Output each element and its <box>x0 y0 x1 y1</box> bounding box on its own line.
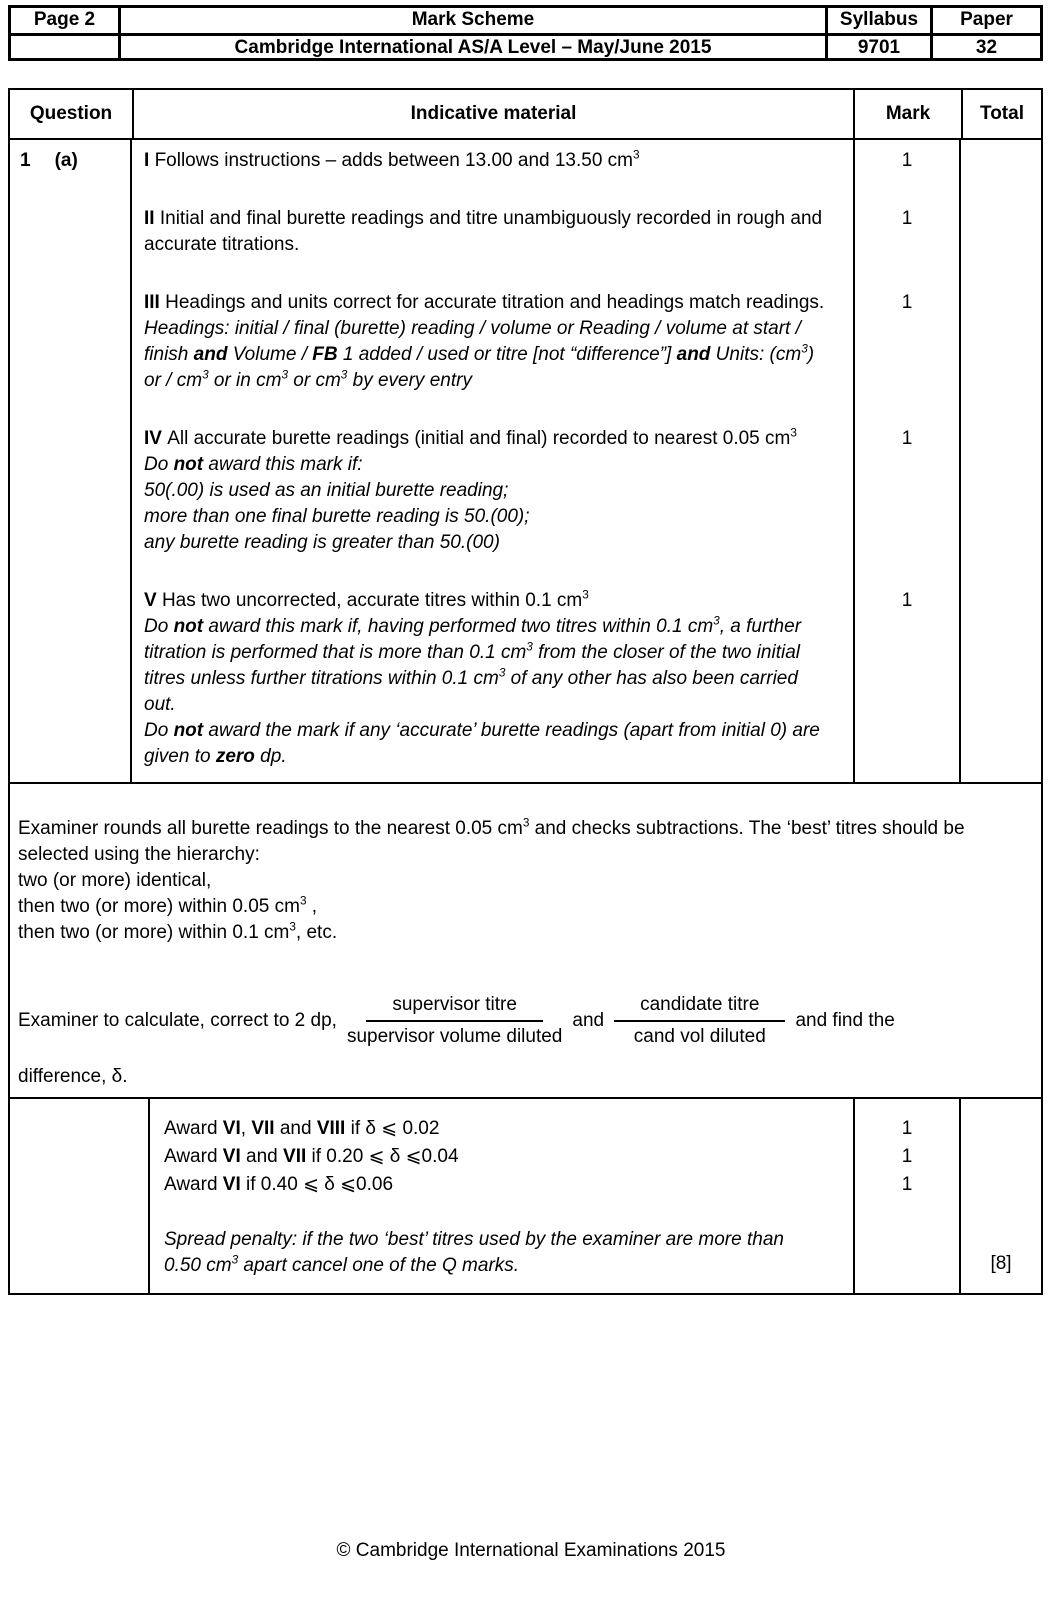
indicative-item-line: 50(.00) is used as an initial burette reading; <box>144 480 509 501</box>
paper-value: 32 <box>930 33 1040 58</box>
indicative-item <box>132 198 853 282</box>
award-criteria-text <box>150 1099 853 1293</box>
indicative-item-line: Do not award the mark if any ‘accurate’ burette readings (apart from initial 0) are given to zero dp. <box>144 720 820 767</box>
examiner-note-line: two (or more) identical, <box>18 870 212 891</box>
indicative-item-line: IV All accurate burette readings (initial and final) recorded to nearest 0.05 $cm^3$ <box>144 426 797 449</box>
award-line: Award VI, VII and VIII if δ ⩽ 0.02 <box>164 1118 440 1139</box>
examiner-note-line: then two (or more) within 0.1 $cm^3$, etc. <box>18 920 338 943</box>
question-1a-row <box>10 138 1041 782</box>
total-marks-badge: [8] <box>990 1253 1012 1274</box>
paper-label: Paper <box>930 8 1040 33</box>
fraction-candidate-denominator: cand vol diluted <box>633 1026 766 1047</box>
page-header-table <box>8 5 1043 61</box>
examiner-note-line: Examiner rounds all burette readings to the nearest 0.05 $cm^3$ and checks subtractions. The ‘best’ titres should be selected using the hierarchy: <box>18 816 965 865</box>
indicative-item-line: Headings: initial / final (burette) reading / volume or Reading / volume at start / finish and Volume / FB 1 added / used or titre [not “difference”] and Units: $(cm^3)$ or / $cm^3$ or in $cm^3$ or $cm^3$ by every entry <box>144 318 815 391</box>
fraction-supervisor-numerator: supervisor titre <box>366 992 543 1022</box>
award-mark-value: 1 <box>901 1174 913 1195</box>
question-number: 1 <box>20 150 31 171</box>
question-cell <box>10 140 132 782</box>
document-title: Mark Scheme <box>118 8 825 33</box>
syllabus-value: 9701 <box>825 33 930 58</box>
examiner-formula <box>18 992 1031 1050</box>
question-part: (a) <box>54 150 78 171</box>
mark-value: 1 <box>853 580 961 782</box>
fraction-candidate-numerator: candidate titre <box>614 992 785 1022</box>
indicative-item-line: Do not award this mark if, having performed two titres within 0.1 $cm^3$, a further titration is performed that is more than 0.1 $cm^3$ from the closer of the two initial titres unless further titrations within 0.1 $cm^3$ of any other has also been carried out. <box>144 614 802 715</box>
page-number: Page 2 <box>33 9 96 30</box>
indicative-item <box>132 418 853 580</box>
award-mark-value: 1 <box>901 1146 913 1167</box>
indicative-item-line: I Follows instructions – adds between 13.00 and 13.50 $cm^3$ <box>144 148 640 171</box>
formula-suffix: and find the <box>795 1010 895 1031</box>
formula-connector: and <box>572 1010 605 1031</box>
indicative-item-line: Do not award this mark if: <box>144 454 363 475</box>
indicative-item <box>132 140 853 198</box>
spread-penalty-note <box>164 1227 814 1279</box>
mark-scheme-table <box>8 88 1043 1295</box>
award-criteria-row <box>10 1097 1041 1293</box>
award-lines <box>164 1115 833 1199</box>
fraction-supervisor-denominator: supervisor volume diluted <box>346 1026 563 1047</box>
indicative-item-line: V Has two uncorrected, accurate titres within 0.1 $cm^3$ <box>144 588 589 611</box>
syllabus-label: Syllabus <box>825 8 930 33</box>
mark-value: 1 <box>853 140 961 198</box>
indicative-item <box>132 282 853 418</box>
examiner-hierarchy-notes <box>18 816 1031 946</box>
copyright-footer: © Cambridge International Examinations 2015 <box>336 1540 726 1561</box>
award-line: Award VI and VII if 0.20 ⩽ δ ⩽0.04 <box>164 1146 459 1167</box>
fraction-supervisor <box>347 992 562 1050</box>
award-question-cell-empty <box>10 1099 150 1293</box>
column-header-indicative-material: Indicative material <box>132 90 853 138</box>
mark-value: 1 <box>853 418 961 580</box>
formula-prefix: Examiner to calculate, correct to 2 dp, <box>18 1010 337 1031</box>
fraction-candidate <box>614 992 785 1050</box>
spread-penalty-line: Spread penalty: if the two ‘best’ titres used by the examiner are more than 0.50 $cm^3$ apart cancel one of the Q marks. <box>164 1229 784 1276</box>
award-marks-cell <box>853 1099 961 1293</box>
examiner-note-line: then two (or more) within 0.05 $cm^3$ , <box>18 894 318 917</box>
total-cell-empty <box>961 140 1041 782</box>
indicative-item-line: II Initial and final burette readings and titre unambiguously recorded in rough and accurate titrations. <box>144 208 823 255</box>
page-header-empty-cell <box>11 33 118 58</box>
column-header-question: Question <box>29 103 113 124</box>
mark-value: 1 <box>853 198 961 282</box>
mark-value: 1 <box>853 282 961 418</box>
award-line: Award VI if 0.40 ⩽ δ ⩽0.06 <box>164 1174 394 1195</box>
column-header-total: Total <box>961 90 1041 138</box>
award-mark-value: 1 <box>901 1118 913 1139</box>
indicative-item-line: more than one final burette reading is 50.(00); <box>144 506 530 527</box>
indicative-item-line: III Headings and units correct for accurate titration and headings match readings. <box>144 292 825 313</box>
indicative-item-line: any burette reading is greater than 50.(00) <box>144 532 500 553</box>
document-subtitle: Cambridge International AS/A Level – May/June 2015 <box>118 33 825 58</box>
table-header-row <box>10 90 1041 138</box>
examiner-notes-box <box>10 782 1041 1097</box>
indicative-item <box>132 580 853 782</box>
formula-tail: difference, δ. <box>18 1066 128 1087</box>
column-header-mark: Mark <box>853 90 961 138</box>
